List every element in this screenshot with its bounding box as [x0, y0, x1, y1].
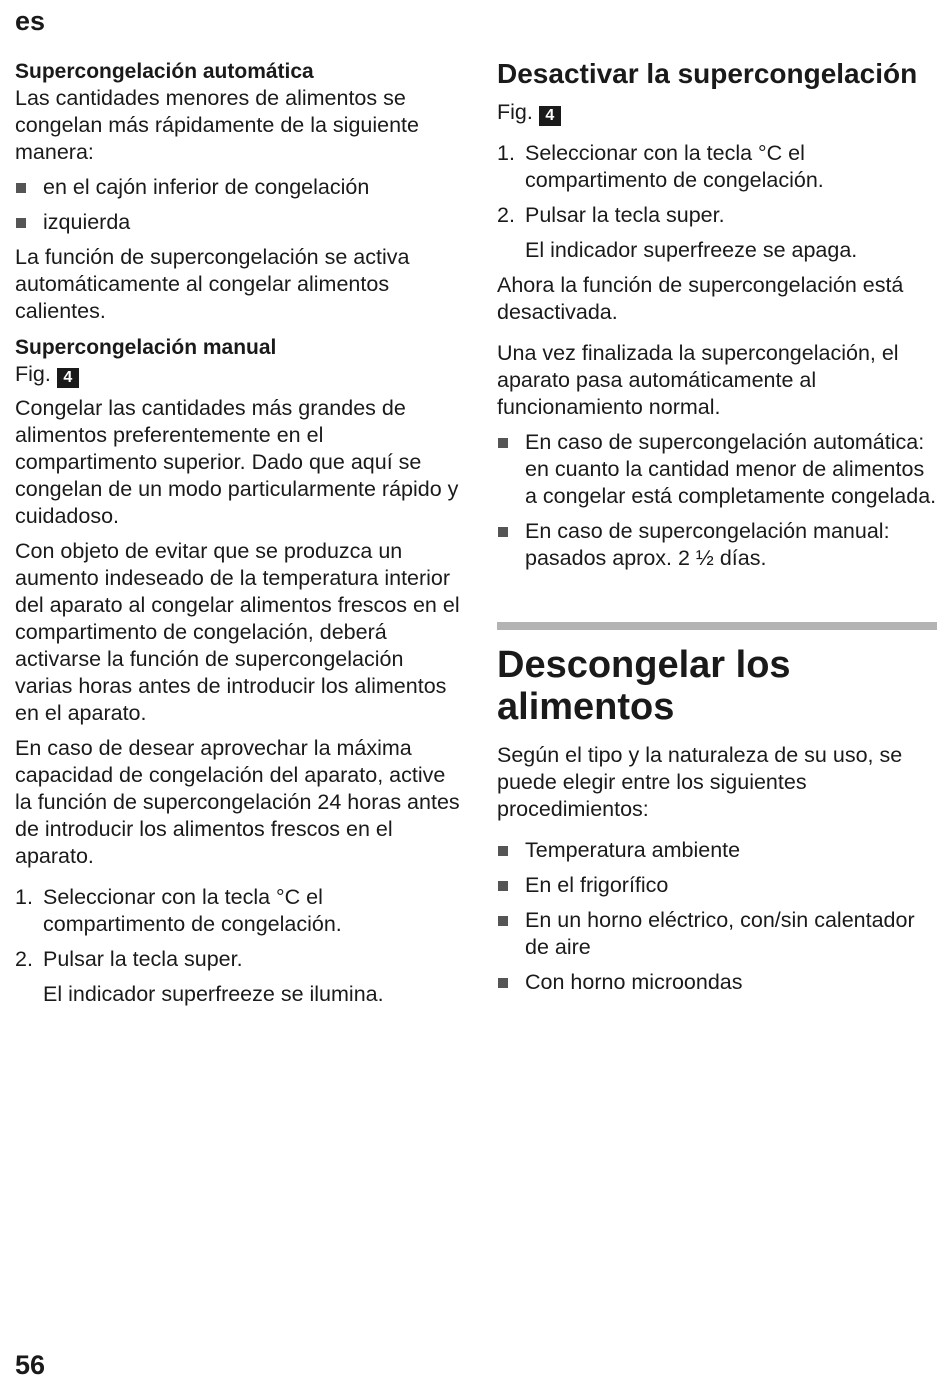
list-item-text: En caso de supercongelación automática: en cuanto la cantidad menor de alimentos a congelar está completamente congelada.	[525, 430, 937, 508]
list-item	[497, 907, 937, 961]
auto-supercongelation-heading: Supercongelación automática	[15, 60, 314, 83]
deactivate-heading: Desactivar la supercongelación	[497, 58, 918, 89]
thaw-intro-text: Según el tipo y la naturaleza de su uso, se puede elegir entre los siguientes procedimientos:	[497, 743, 903, 821]
step-item	[15, 946, 465, 973]
list-item-text: Con horno microondas	[525, 970, 743, 994]
manual-paragraph-2: Con objeto de evitar que se produzca un aumento indeseado de la temperatura interior del aparato al congelar alimentos frescos en el compartimento de congelación, deberá activarse la función de supercongelación varias horas antes de introducir los alimentos en el aparato.	[15, 539, 460, 725]
square-bullet-icon	[16, 183, 26, 193]
list-item	[15, 209, 465, 236]
thaw-heading: Descongelar los alimentos	[497, 644, 791, 728]
step-item	[497, 202, 937, 229]
step-result-text: El indicador superfreeze se ilumina.	[43, 982, 384, 1006]
figure-label: Fig.	[15, 362, 51, 386]
list-item	[497, 518, 937, 572]
list-item	[15, 174, 465, 201]
step-text: Pulsar la tecla super.	[43, 947, 243, 971]
list-item	[497, 872, 937, 899]
figure-reference	[15, 361, 465, 388]
square-bullet-icon	[498, 438, 508, 448]
step-text: Pulsar la tecla super.	[525, 203, 725, 227]
figure-label: Fig.	[497, 100, 533, 124]
right-column	[497, 58, 937, 1004]
square-bullet-icon	[16, 218, 26, 228]
step-item	[15, 884, 465, 938]
list-item-text: En un horno eléctrico, con/sin calentador de aire	[525, 908, 915, 959]
step-number: 1.	[15, 885, 33, 909]
figure-number-badge: 4	[57, 368, 79, 388]
square-bullet-icon	[498, 916, 508, 926]
list-item-text: Temperatura ambiente	[525, 838, 741, 862]
step-item	[497, 140, 937, 194]
deactivate-paragraph-1: Ahora la función de supercongelación está desactivada.	[497, 273, 904, 324]
auto-note-text: La función de supercongelación se activa automáticamente al congelar alimentos calientes.	[15, 245, 410, 323]
step-number: 2.	[497, 203, 515, 227]
manual-supercongelation-heading: Supercongelación manual	[15, 336, 277, 359]
square-bullet-icon	[498, 881, 508, 891]
page-number: 56	[15, 1350, 46, 1380]
step-result-text: El indicador superfreeze se apaga.	[525, 238, 858, 262]
square-bullet-icon	[498, 978, 508, 988]
step-number: 2.	[15, 947, 33, 971]
auto-intro-text: Las cantidades menores de alimentos se congelan más rápidamente de la siguiente manera:	[15, 86, 419, 164]
section-divider	[497, 622, 937, 630]
deactivate-paragraph-2: Una vez finalizada la supercongelación, el aparato pasa automáticamente al funcionamiento normal.	[497, 341, 899, 419]
step-number: 1.	[497, 141, 515, 165]
language-label: es	[15, 6, 46, 36]
list-item-text: en el cajón inferior de congelación	[43, 175, 370, 199]
list-item	[497, 429, 937, 510]
list-item-text: En caso de supercongelación manual: pasados aprox. 2 ½ días.	[525, 519, 890, 570]
square-bullet-icon	[498, 846, 508, 856]
figure-number-badge: 4	[539, 106, 561, 126]
list-item-text: izquierda	[43, 210, 131, 234]
left-column	[15, 58, 465, 1016]
manual-paragraph-1: Congelar las cantidades más grandes de alimentos preferentemente en el compartimento superior. Dado que aquí se congelan de un modo particularmente rápido y cuidadoso.	[15, 396, 459, 528]
list-item	[497, 837, 937, 864]
list-item-text: En el frigorífico	[525, 873, 669, 897]
square-bullet-icon	[498, 527, 508, 537]
step-text: Seleccionar con la tecla °C el compartimento de congelación.	[43, 885, 342, 936]
manual-paragraph-3: En caso de desear aprovechar la máxima capacidad de congelación del aparato, active la función de supercongelación 24 horas antes de introducir los alimentos frescos en el aparato.	[15, 736, 460, 868]
figure-reference	[497, 99, 937, 126]
list-item	[497, 969, 937, 996]
step-text: Seleccionar con la tecla °C el compartimento de congelación.	[525, 141, 824, 192]
